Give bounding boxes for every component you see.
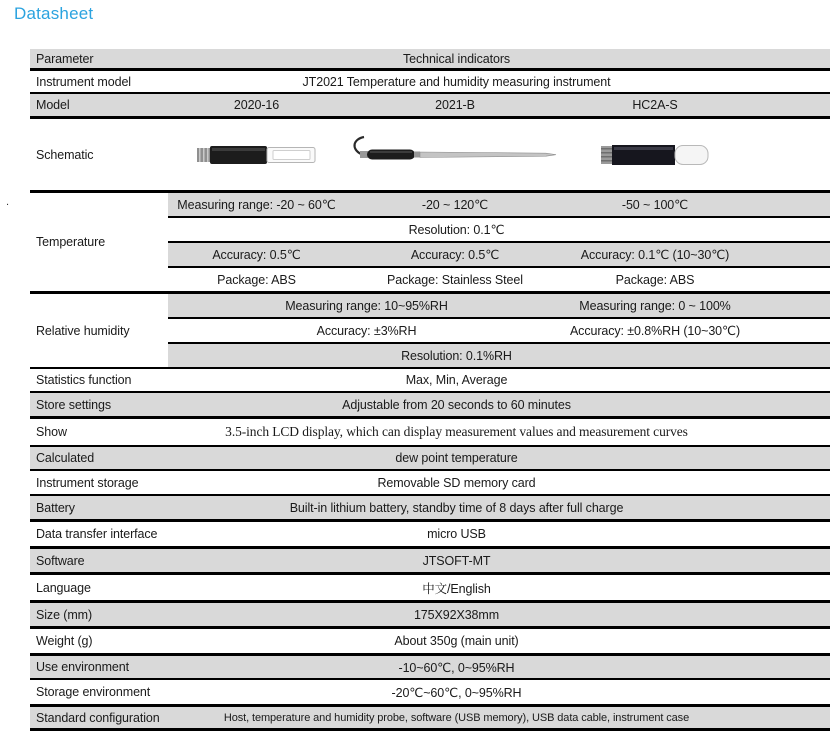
row-label: Storage environment xyxy=(36,685,151,699)
cell: Accuracy: ±3%RH xyxy=(316,323,417,338)
probe-cylindrical-sensor-icon xyxy=(168,119,345,190)
table-row-calculated xyxy=(30,447,830,471)
row-value: 3.5-inch LCD display, which can display measurement values and measurement curves xyxy=(225,424,688,439)
row-value: Removable SD memory card xyxy=(377,475,536,490)
table-row-data-transfer-interface xyxy=(30,522,830,549)
cell: -20 ~ 120℃ xyxy=(421,198,489,212)
row-label: Instrument storage xyxy=(36,475,139,490)
row-label: Relative humidity xyxy=(30,294,168,367)
table-row-instrument-storage xyxy=(30,471,830,496)
cell: Measuring range: -20 ~ 60℃ xyxy=(177,198,336,212)
row-value: Adjustable from 20 seconds to 60 minutes xyxy=(342,397,571,412)
threaded-cylindrical-probe-icon xyxy=(565,119,745,190)
row-label: Show xyxy=(36,425,67,439)
temperature-accuracy-row xyxy=(168,241,830,266)
row-label: Use environment xyxy=(36,660,129,674)
row-label: Software xyxy=(36,553,85,568)
section-relative-humidity xyxy=(30,294,830,369)
cell: Resolution: 0.1℃ xyxy=(408,223,505,237)
cell: Measuring range: 10~95%RH xyxy=(285,298,448,313)
row-value: Technical indicators xyxy=(402,51,511,66)
table-row-statistics-function xyxy=(30,369,830,393)
row-label: Store settings xyxy=(36,397,112,412)
model-name: 2021-B xyxy=(435,98,475,112)
table-row-instrument-model xyxy=(30,71,830,94)
temperature-resolution-row xyxy=(168,216,830,241)
model-name: HC2A-S xyxy=(632,98,678,112)
row-value: -10~60℃, 0~95%RH xyxy=(398,660,515,675)
row-label: Instrument model xyxy=(36,74,131,89)
table-row-schematic xyxy=(30,119,830,193)
table-row-weight xyxy=(30,629,830,656)
row-label: Language xyxy=(36,580,91,595)
table-row-parameter xyxy=(30,49,830,71)
table-row-storage-environment xyxy=(30,680,830,707)
cell: Package: Stainless Steel xyxy=(387,272,523,287)
cell: Resolution: 0.1%RH xyxy=(401,348,512,363)
row-label: Temperature xyxy=(30,193,168,291)
stray-dot: . xyxy=(6,196,10,208)
row-value: micro USB xyxy=(427,527,486,541)
row-label: Parameter xyxy=(36,51,94,66)
row-value: Host, temperature and humidity probe, software (USB memory), USB data cable, instrument case xyxy=(223,711,690,724)
needle-probe-with-cable-icon xyxy=(345,119,565,190)
cell: Accuracy: 0.5℃ xyxy=(212,248,301,262)
cell: Package: ABS xyxy=(615,272,695,287)
row-label: Model xyxy=(36,98,70,112)
temperature-measuring-range-row xyxy=(168,193,830,216)
table-row-battery xyxy=(30,496,830,522)
row-label: Battery xyxy=(36,500,75,515)
cell: Accuracy: 0.5℃ xyxy=(410,248,500,262)
row-value: JT2021 Temperature and humidity measuring instrument xyxy=(302,74,611,89)
humidity-measuring-range-row xyxy=(168,294,830,317)
humidity-accuracy-row xyxy=(168,317,830,342)
cell: Accuracy: ±0.8%RH (10~30℃) xyxy=(569,324,741,338)
table-row-standard-configuration xyxy=(30,707,830,731)
table-row-use-environment xyxy=(30,656,830,680)
row-label: Size (mm) xyxy=(36,607,93,622)
cell: -50 ~ 100℃ xyxy=(621,198,689,212)
row-value: dew point temperature xyxy=(395,451,518,465)
table-row-show xyxy=(30,419,830,447)
table-row-size xyxy=(30,603,830,629)
datasheet-table xyxy=(30,49,830,731)
row-label: Calculated xyxy=(36,451,95,465)
cell: Accuracy: 0.1℃ (10~30℃) xyxy=(580,248,730,262)
section-temperature xyxy=(30,193,830,294)
row-value: -20℃~60℃, 0~95%RH xyxy=(391,685,522,700)
row-label: Data transfer interface xyxy=(36,527,158,541)
row-label: Schematic xyxy=(36,147,94,162)
table-row-model xyxy=(30,94,830,119)
cell: Package: ABS xyxy=(217,272,296,287)
row-value: JTSOFT-MT xyxy=(422,553,491,568)
cell: Measuring range: 0 ~ 100% xyxy=(579,298,731,313)
table-row-language xyxy=(30,575,830,603)
row-label: Statistics function xyxy=(36,373,132,387)
model-name: 2020-16 xyxy=(233,98,280,112)
page-title: Datasheet xyxy=(14,4,94,23)
row-value: About 350g (main unit) xyxy=(394,634,519,648)
row-value: 175X92X38mm xyxy=(413,607,500,622)
table-row-software xyxy=(30,549,830,575)
humidity-resolution-row xyxy=(168,342,830,367)
row-label: Standard configuration xyxy=(36,710,160,725)
table-row-store-settings xyxy=(30,393,830,419)
row-value: 中文/English xyxy=(422,581,491,596)
row-value: Max, Min, Average xyxy=(405,373,508,387)
row-value: Built-in lithium battery, standby time of 8 days after full charge xyxy=(289,500,624,515)
row-label: Weight (g) xyxy=(36,634,93,648)
temperature-package-row xyxy=(168,266,830,291)
